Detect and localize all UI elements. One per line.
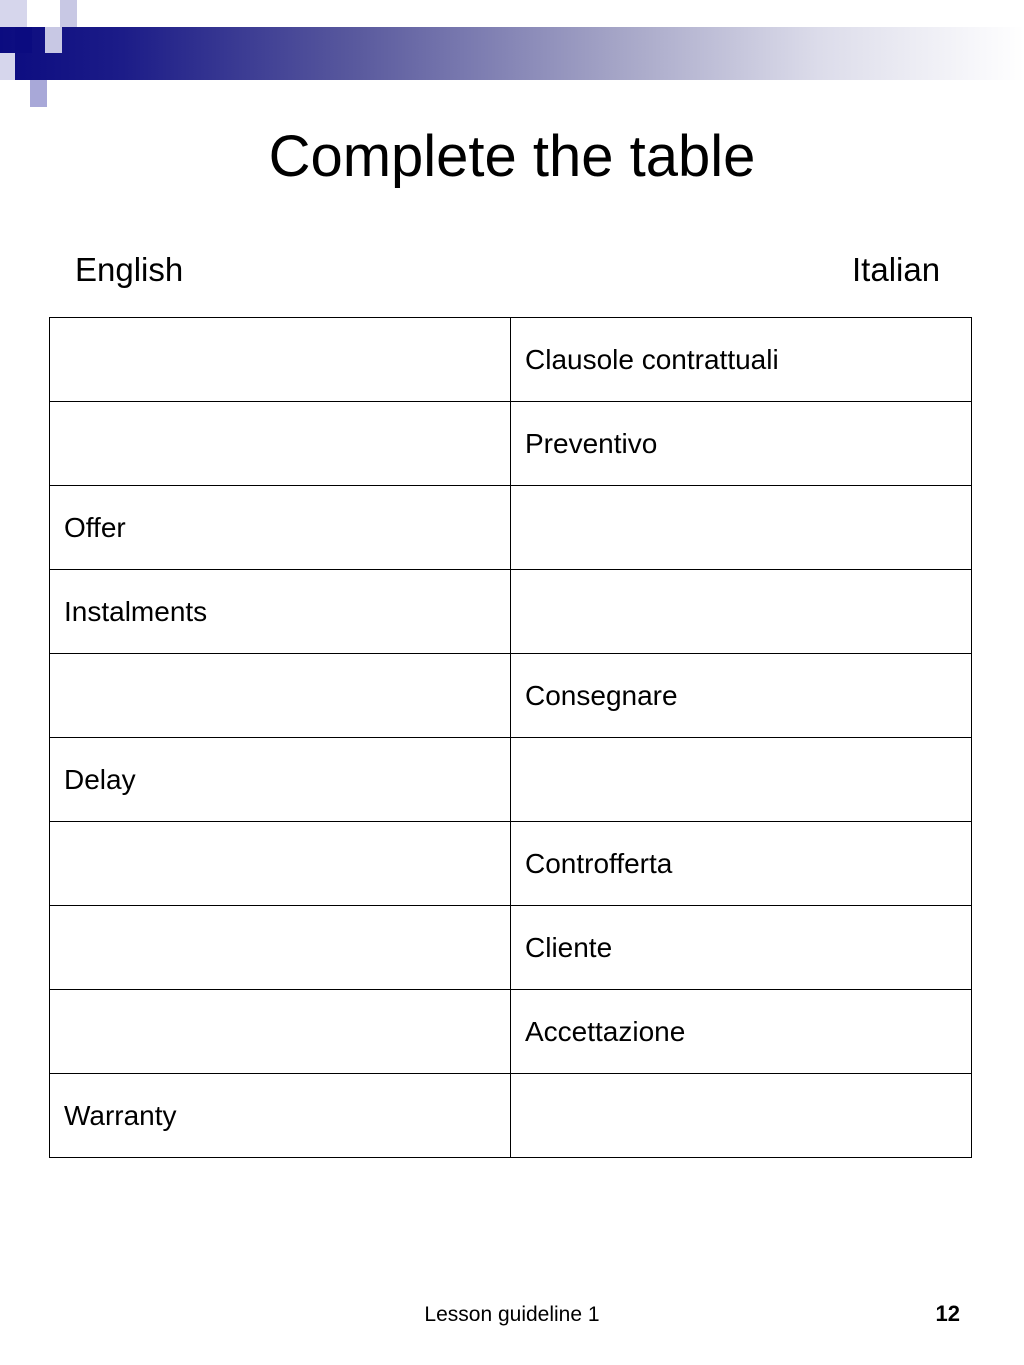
italian-cell[interactable]: Preventivo xyxy=(511,402,972,486)
english-cell[interactable]: Warranty xyxy=(50,1074,511,1158)
english-column-label: English xyxy=(75,251,184,288)
italian-cell[interactable]: Clausole contrattuali xyxy=(511,318,972,402)
italian-column-label: Italian xyxy=(852,251,941,288)
table-row xyxy=(50,906,972,990)
slide-title: Complete the table xyxy=(268,124,756,189)
decor-square xyxy=(0,53,15,80)
decor-square xyxy=(45,27,62,53)
table-row xyxy=(50,654,972,738)
vocabulary-table xyxy=(49,317,972,1158)
table-row xyxy=(50,822,972,906)
italian-cell[interactable]: Consegnare xyxy=(511,654,972,738)
table-row xyxy=(50,486,972,570)
header-gradient-band xyxy=(0,27,1024,80)
decor-square xyxy=(30,80,47,107)
italian-cell[interactable]: Accettazione xyxy=(511,990,972,1074)
italian-cell[interactable] xyxy=(511,1074,972,1158)
table-row xyxy=(50,570,972,654)
italian-cell[interactable] xyxy=(511,486,972,570)
table-row xyxy=(50,738,972,822)
italian-cell[interactable]: Cliente xyxy=(511,906,972,990)
english-cell[interactable] xyxy=(50,906,511,990)
italian-cell[interactable] xyxy=(511,738,972,822)
english-cell[interactable] xyxy=(50,402,511,486)
footer-text: Lesson guideline 1 xyxy=(424,1303,600,1326)
italian-cell[interactable] xyxy=(511,570,972,654)
english-cell[interactable] xyxy=(50,990,511,1074)
italian-cell[interactable]: Controfferta xyxy=(511,822,972,906)
english-cell[interactable] xyxy=(50,318,511,402)
decor-square xyxy=(60,0,77,27)
decor-square xyxy=(15,27,32,53)
table-row xyxy=(50,318,972,402)
decor-square xyxy=(0,0,27,27)
english-cell[interactable] xyxy=(50,822,511,906)
english-cell[interactable]: Instalments xyxy=(50,570,511,654)
table-row xyxy=(50,1074,972,1158)
english-cell[interactable]: Offer xyxy=(50,486,511,570)
english-cell[interactable] xyxy=(50,654,511,738)
page-number: 12 xyxy=(935,1301,960,1326)
table-row xyxy=(50,990,972,1074)
table-row xyxy=(50,402,972,486)
english-cell[interactable]: Delay xyxy=(50,738,511,822)
